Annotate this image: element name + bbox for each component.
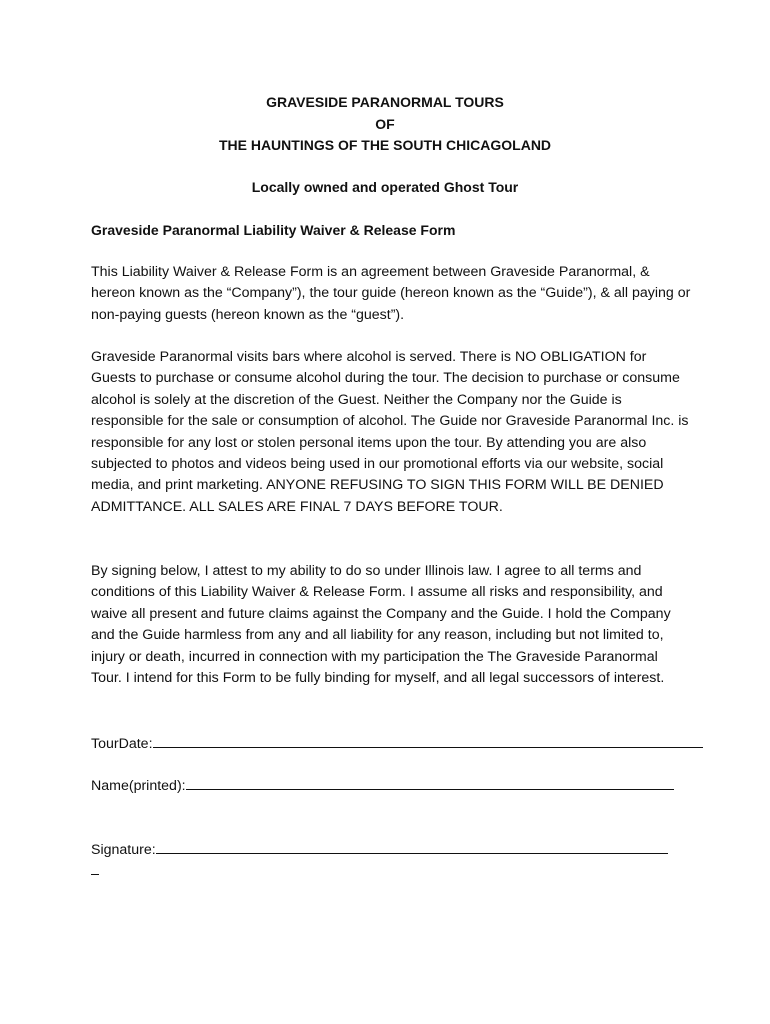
signature-line-continuation	[91, 874, 99, 875]
tour-date-label: TourDate:	[91, 736, 153, 752]
form-title: Graveside Paranormal Liability Waiver & Release Form	[91, 222, 456, 238]
signature-field[interactable]	[91, 839, 668, 861]
tagline: Locally owned and operated Ghost Tour	[251, 179, 519, 195]
company-name-heading: GRAVESIDE PARANORMAL TOURS	[266, 94, 504, 110]
signature-line[interactable]	[156, 839, 668, 854]
tour-date-field[interactable]	[91, 733, 703, 755]
signature-label: Signature:	[91, 842, 156, 858]
alcohol-policy-paragraph: Graveside Paranormal visits bars where alcohol is served. There is NO OBLIGATION for Guests to purchase or consume alcohol during the tour. The decision to purchase or consume alcohol is solely at the discretion of the Guest. Neither the Company nor the Guide is responsible for the sale or consumption of alcohol. The Guide nor Graveside Paranormal Inc. is responsible for any lost or stolen personal items upon the tour. By attending you are also subjected to photos and videos being used in our promotional efforts via our website, social media, and print marketing. ANYONE REFUSING TO SIGN THIS FORM WILL BE DENIED ADMITTANCE. ALL SALES ARE FINAL 7 DAYS BEFORE TOUR.	[91, 349, 689, 515]
agreement-paragraph: This Liability Waiver & Release Form is an agreement between Graveside Paranormal, & hereon known as the “Company”), the tour guide (hereon known as the “Guide”), & all paying or non-paying guests (hereon known as the “guest”).	[91, 264, 691, 323]
name-printed-line[interactable]	[186, 775, 674, 790]
tour-date-line[interactable]	[153, 733, 703, 748]
name-printed-label: Name(printed):	[91, 778, 186, 794]
name-printed-field[interactable]	[91, 775, 674, 797]
heading-connector: OF	[375, 116, 395, 132]
release-paragraph: By signing below, I attest to my ability to do so under Illinois law. I agree to all terms and conditions of this Liability Waiver & Release Form. I assume all risks and responsibility, and waive all present and future claims against the Company and the Guide. I hold the Company and the Guide harmless from any and all liability for any reason, including but not limited to, injury or death, incurred in connection with my participation the The Graveside Paranormal Tour. I intend for this Form to be fully binding for myself, and all legal successors of interest.	[91, 563, 671, 687]
tour-subtitle-heading: THE HAUNTINGS OF THE SOUTH CHICAGOLAND	[218, 137, 552, 153]
